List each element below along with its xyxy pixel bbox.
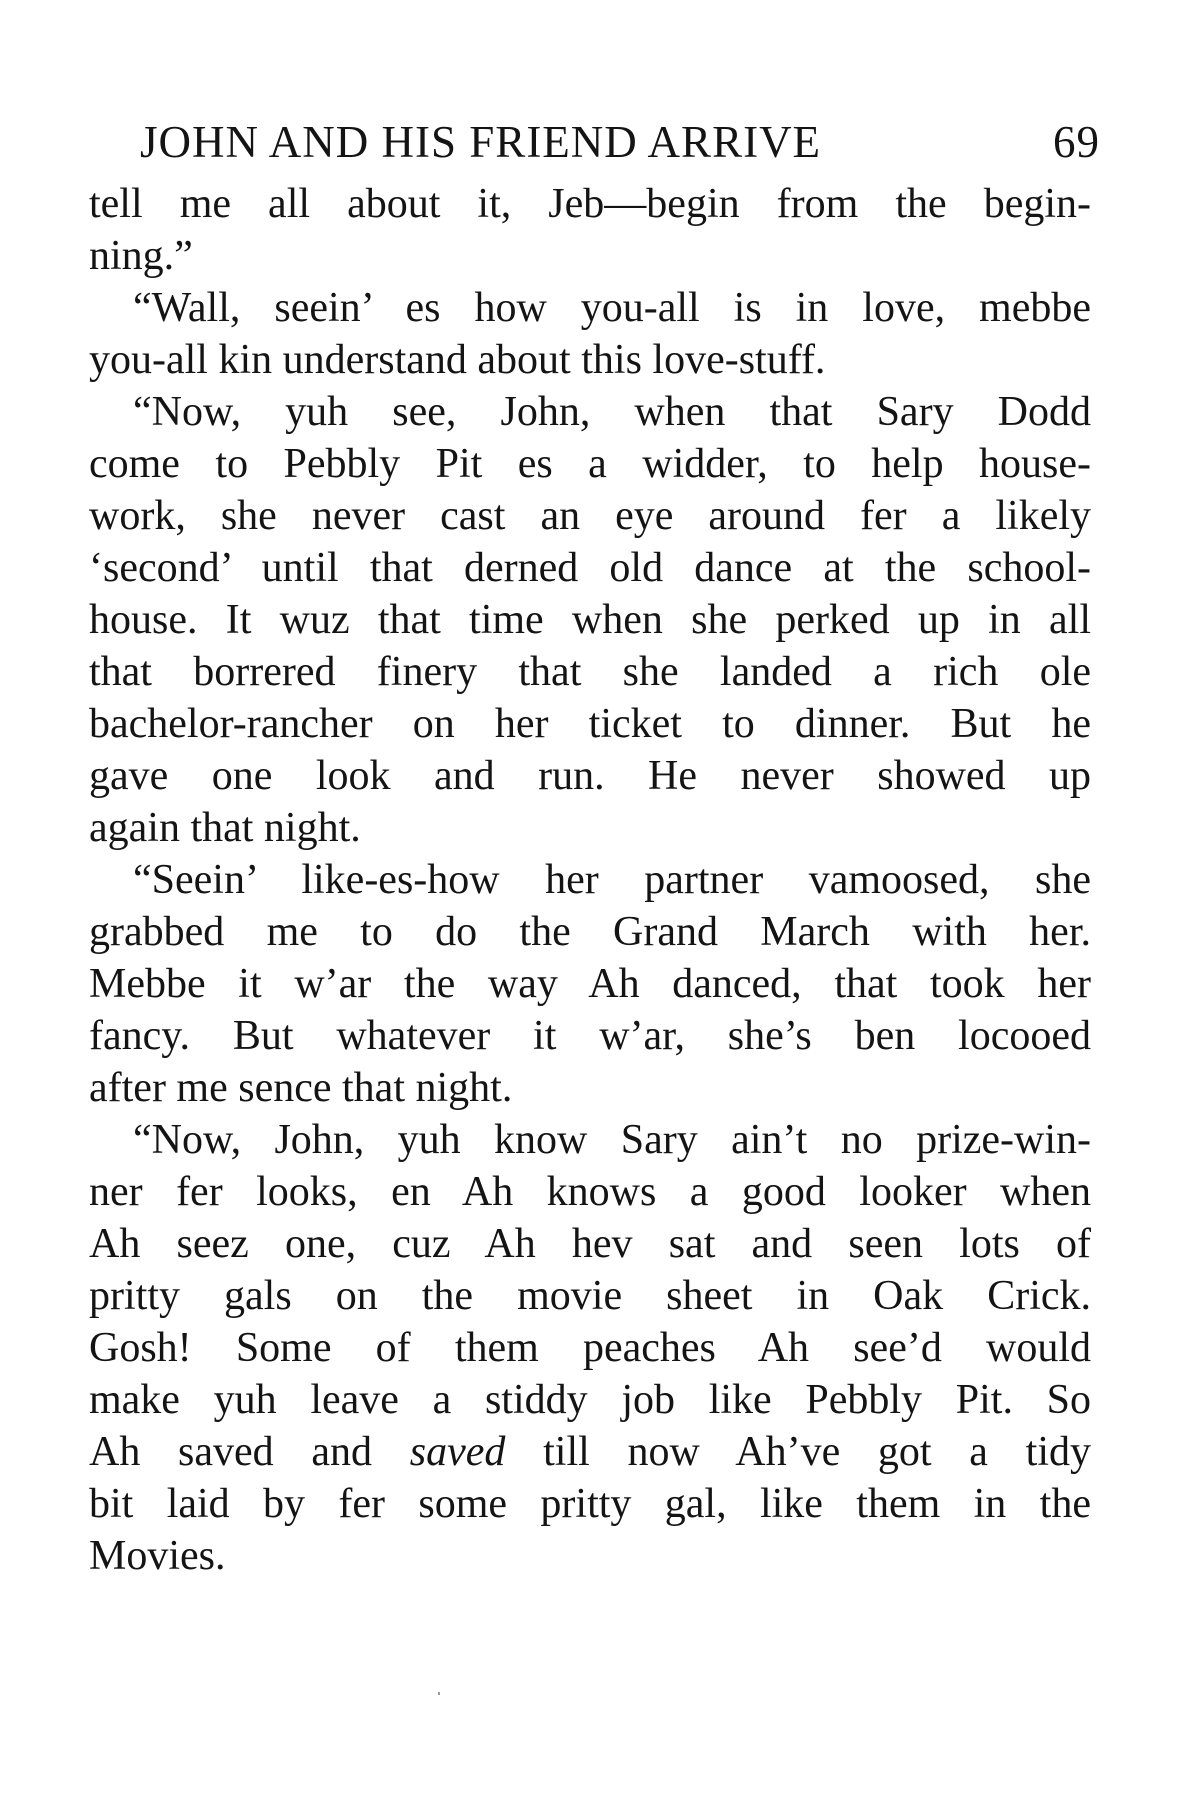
text-line: Ah seez one, cuz Ah hev sat and seen lots of [89, 1221, 1091, 1267]
text-line: grabbed me to do the Grand March with her. [89, 909, 1091, 955]
text-line: that borrered finery that she landed a rich ole [89, 649, 1091, 695]
text-line: make yuh leave a stiddy job like Pebbly Pit. So [89, 1377, 1091, 1423]
text-line: bit laid by fer some pritty gal, like them in the [89, 1481, 1091, 1527]
text-line: you-all kin understand about this love-stuff. [89, 337, 826, 383]
text-line: work, she never cast an eye around fer a likely [89, 493, 1091, 539]
emphasized-word: saved [409, 1429, 506, 1475]
text-line: gave one look and run. He never showed up [89, 753, 1091, 799]
text-line-with-emphasis [89, 1426, 1091, 1478]
text-line: “Wall, seein’ es how you-all is in love, mebbe [133, 285, 1091, 331]
text-line: again that night. [89, 805, 361, 851]
running-head [140, 112, 1100, 172]
text-run: till now Ah’ve got a tidy [505, 1429, 1092, 1475]
text-line: after me sence that night. [89, 1065, 513, 1111]
body-text [89, 178, 1091, 1582]
text-line: ning.” [89, 233, 193, 279]
text-line: Mebbe it w’ar the way Ah danced, that took her [89, 961, 1091, 1007]
text-line: ‘second’ until that derned old dance at the school- [89, 545, 1091, 591]
text-line: Movies. [89, 1533, 226, 1579]
text-line: “Now, yuh see, John, when that Sary Dodd [133, 389, 1091, 435]
text-line: ner fer looks, en Ah knows a good looker when [89, 1169, 1091, 1215]
page-number: 69 [1053, 117, 1100, 167]
print-speck [438, 1692, 440, 1695]
text-line: come to Pebbly Pit es a widder, to help house- [89, 441, 1091, 487]
text-line: house. It wuz that time when she perked up in all [89, 597, 1091, 643]
text-line: pritty gals on the movie sheet in Oak Crick. [89, 1273, 1091, 1319]
text-line: fancy. But whatever it w’ar, she’s ben locooed [89, 1013, 1091, 1059]
text-line: “Now, John, yuh know Sary ain’t no prize-win- [133, 1117, 1091, 1163]
text-line: bachelor-rancher on her ticket to dinner. But he [89, 701, 1091, 747]
chapter-title: JOHN AND HIS FRIEND ARRIVE [140, 117, 822, 167]
text-line: “Seein’ like-es-how her partner vamoosed, she [133, 857, 1091, 903]
text-line: tell me all about it, Jeb—begin from the begin- [89, 181, 1091, 227]
text-line: Gosh! Some of them peaches Ah see’d would [89, 1325, 1091, 1371]
text-run: Ah saved and [89, 1429, 410, 1475]
